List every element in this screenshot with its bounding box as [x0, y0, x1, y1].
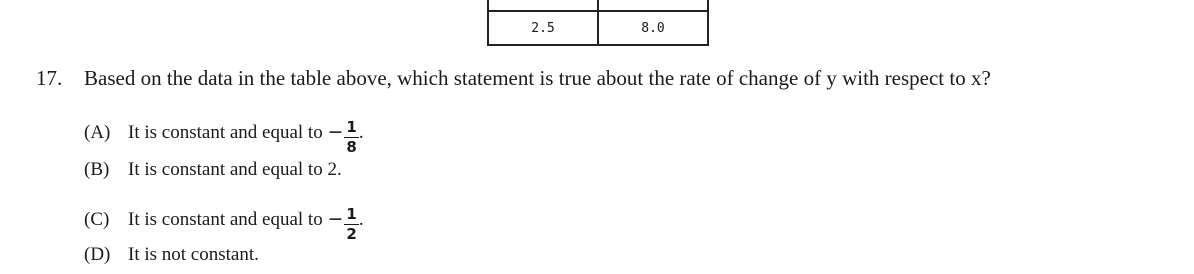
fraction	[344, 120, 358, 155]
choice-c[interactable]	[84, 203, 364, 243]
table-cell	[488, 0, 598, 11]
table-cell-x: 2.5	[488, 11, 598, 45]
choice-letter: (A)	[84, 121, 111, 143]
choice-b[interactable]	[84, 159, 342, 181]
minus-sign: −	[327, 207, 344, 230]
fraction-denominator: 2	[346, 225, 357, 243]
choice-d[interactable]	[84, 244, 259, 266]
question-number: 17.	[36, 66, 63, 90]
fraction-numerator: 1	[346, 205, 357, 223]
table-row-cut	[488, 0, 708, 11]
fraction	[344, 207, 358, 242]
choice-a[interactable]	[84, 116, 364, 156]
period: .	[358, 208, 364, 230]
question-stem: Based on the data in the table above, which statement is true about the rate of change of y with respect to x?	[84, 66, 991, 90]
fraction-numerator: 1	[346, 118, 357, 136]
minus-sign: −	[327, 120, 344, 143]
choice-text: It is constant and equal to 2.	[128, 159, 342, 180]
choice-text: It is constant and equal to	[128, 121, 323, 143]
choice-letter: (B)	[84, 159, 110, 180]
choice-text: It is not constant.	[128, 244, 259, 265]
data-table	[487, 0, 709, 46]
period: .	[358, 121, 364, 143]
choice-letter: (C)	[84, 208, 110, 230]
table-row	[488, 11, 708, 45]
choice-text: It is constant and equal to	[128, 208, 323, 230]
question	[36, 66, 991, 91]
fraction-denominator: 8	[346, 138, 357, 156]
table-cell-y: 8.0	[598, 11, 708, 45]
table-cell	[598, 0, 708, 11]
choice-letter: (D)	[84, 244, 111, 265]
